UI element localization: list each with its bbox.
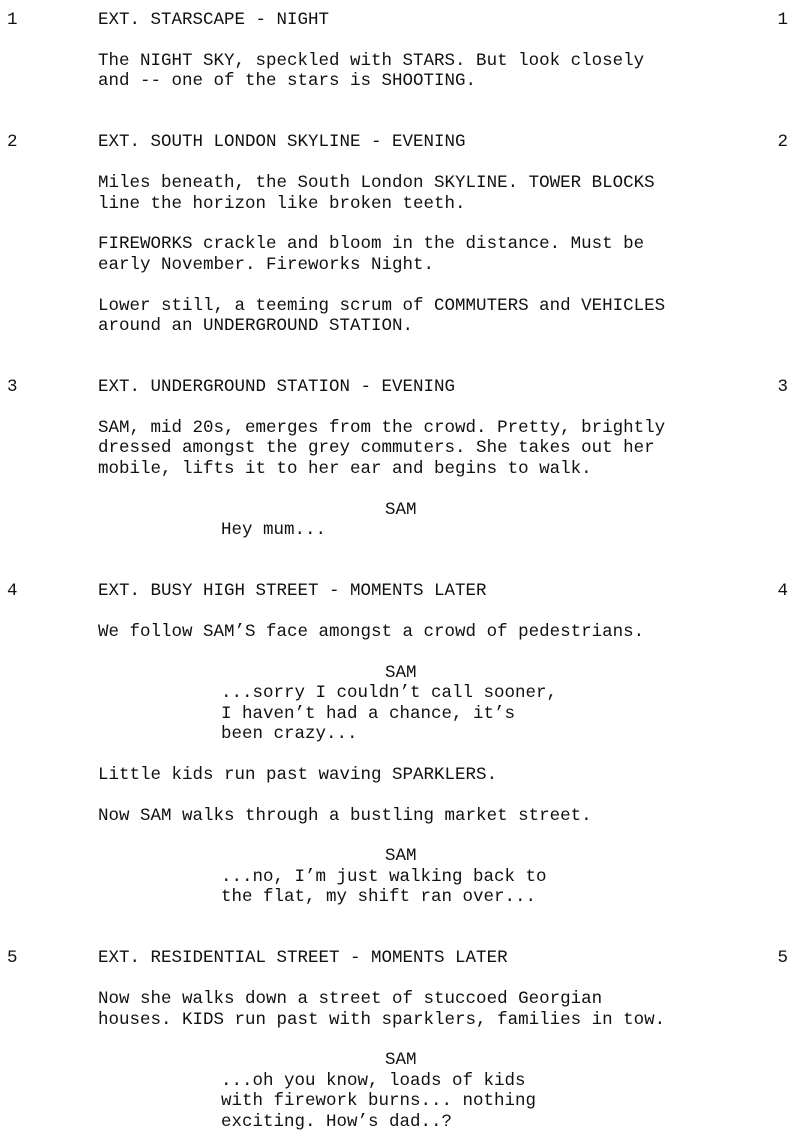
dialogue-line: ...oh you know, loads of kids xyxy=(221,1070,526,1091)
action-line: and -- one of the stars is SHOOTING. xyxy=(98,71,477,92)
scene-number-left: 4 xyxy=(7,581,18,602)
scene-number-right: 3 xyxy=(777,377,788,398)
scene-number-right: 2 xyxy=(777,132,788,153)
scene-heading: EXT. RESIDENTIAL STREET - MOMENTS LATER xyxy=(98,948,508,969)
dialogue-line: I haven’t had a chance, it’s xyxy=(221,703,516,724)
action-line: mobile, lifts it to her ear and begins to walk. xyxy=(98,458,592,479)
scene-number-right: 1 xyxy=(777,10,788,30)
character-name: SAM xyxy=(385,1050,417,1071)
action-line: line the horizon like broken teeth. xyxy=(98,193,466,214)
action-line: Now SAM walks through a bustling market street. xyxy=(98,805,592,826)
scene-number-left: 3 xyxy=(7,377,18,398)
dialogue-line: ...no, I’m just walking back to xyxy=(221,866,547,887)
character-name: SAM xyxy=(385,499,417,520)
action-line: Miles beneath, the South London SKYLINE. TOWER BLOCKS xyxy=(98,173,655,194)
action-line: The NIGHT SKY, speckled with STARS. But look closely xyxy=(98,50,645,71)
action-line: FIREWORKS crackle and bloom in the distance. Must be xyxy=(98,234,645,255)
dialogue-line: with firework burns... nothing xyxy=(221,1091,537,1112)
scene-number-right: 4 xyxy=(777,581,788,602)
action-line: early November. Fireworks Night. xyxy=(98,254,435,275)
dialogue-line: been crazy... xyxy=(221,724,358,744)
action-line: around an UNDERGROUND STATION. xyxy=(98,316,414,336)
scene-number-right: 5 xyxy=(777,948,788,969)
action-line: Now she walks down a street of stuccoed Georgian xyxy=(98,989,603,1010)
scene-number-left: 2 xyxy=(7,132,18,153)
action-line: Lower still, a teeming scrum of COMMUTERS and VEHICLES xyxy=(98,295,666,316)
action-line: We follow SAM’S face amongst a crowd of pedestrians. xyxy=(98,622,645,642)
dialogue-line: ...sorry I couldn’t call sooner, xyxy=(221,683,558,704)
scene-heading: EXT. UNDERGROUND STATION - EVENING xyxy=(98,377,456,398)
scene-heading: EXT. STARSCAPE - NIGHT xyxy=(98,10,330,30)
action-line: dressed amongst the grey commuters. She takes out her xyxy=(98,438,655,459)
character-name: SAM xyxy=(385,846,417,867)
scene-number-left: 1 xyxy=(7,10,18,30)
dialogue-line: Hey mum... xyxy=(221,520,327,540)
scene-number-left: 5 xyxy=(7,948,18,969)
scene-heading: EXT. BUSY HIGH STREET - MOMENTS LATER xyxy=(98,581,487,602)
action-line: Little kids run past waving SPARKLERS. xyxy=(98,764,498,785)
dialogue-line: the flat, my shift ran over... xyxy=(221,887,537,908)
action-line: houses. KIDS run past with sparklers, families in tow. xyxy=(98,1009,666,1030)
character-name: SAM xyxy=(385,662,417,683)
scene-heading: EXT. SOUTH LONDON SKYLINE - EVENING xyxy=(98,132,466,153)
dialogue-line: exciting. How’s dad..? xyxy=(221,1111,453,1132)
action-line: SAM, mid 20s, emerges from the crowd. Pretty, brightly xyxy=(98,418,666,438)
